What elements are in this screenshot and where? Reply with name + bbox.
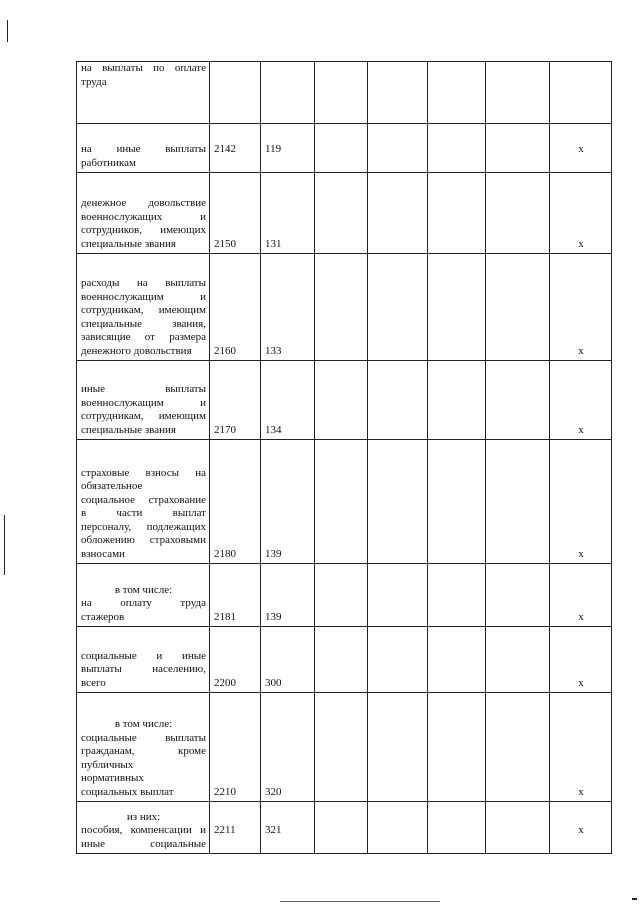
empty-cell xyxy=(315,254,368,361)
scan-edge-mark xyxy=(4,515,5,575)
empty-cell xyxy=(486,361,550,440)
row-name: иные выплаты военнослужащим и сотрудникам, имеющим специальные звания xyxy=(77,361,210,440)
empty-cell xyxy=(486,627,550,693)
empty-cell xyxy=(486,564,550,627)
row-mark: х xyxy=(550,564,612,627)
empty-cell xyxy=(315,564,368,627)
empty-cell xyxy=(486,124,550,173)
row-mark xyxy=(550,62,612,124)
row-kosgu: 119 xyxy=(261,124,315,173)
empty-cell xyxy=(315,124,368,173)
scan-bottom-line xyxy=(280,901,440,902)
row-kosgu: 321 xyxy=(261,802,315,854)
empty-cell xyxy=(368,564,428,627)
empty-cell xyxy=(315,62,368,124)
row-kosgu: 320 xyxy=(261,693,315,802)
empty-cell xyxy=(315,173,368,254)
row-kosgu: 134 xyxy=(261,361,315,440)
empty-cell xyxy=(315,802,368,854)
empty-cell xyxy=(315,361,368,440)
row-code: 2210 xyxy=(210,693,261,802)
expenditure-table xyxy=(76,61,612,854)
empty-cell xyxy=(368,440,428,564)
empty-cell xyxy=(486,173,550,254)
empty-cell xyxy=(368,254,428,361)
row-kosgu: 131 xyxy=(261,173,315,254)
empty-cell xyxy=(315,693,368,802)
empty-cell xyxy=(368,173,428,254)
row-code: 2211 xyxy=(210,802,261,854)
empty-cell xyxy=(428,693,486,802)
empty-cell xyxy=(486,693,550,802)
row-kosgu: 300 xyxy=(261,627,315,693)
table-row xyxy=(77,361,612,440)
row-code xyxy=(210,62,261,124)
empty-cell xyxy=(368,62,428,124)
row-name: из них: пособия, компенсации и иные социальные xyxy=(77,802,210,854)
row-code: 2160 xyxy=(210,254,261,361)
row-mark: х xyxy=(550,627,612,693)
row-mark: х xyxy=(550,173,612,254)
empty-cell xyxy=(428,361,486,440)
table-row xyxy=(77,802,612,854)
table-row xyxy=(77,124,612,173)
empty-cell xyxy=(486,802,550,854)
table-row xyxy=(77,440,612,564)
row-mark: х xyxy=(550,440,612,564)
empty-cell xyxy=(315,627,368,693)
row-mark: х xyxy=(550,254,612,361)
row-name: денежное довольствие военнослужащих и сотрудников, имеющих специальные звания xyxy=(77,173,210,254)
empty-cell xyxy=(428,62,486,124)
empty-cell xyxy=(486,254,550,361)
empty-cell xyxy=(428,802,486,854)
table-row xyxy=(77,627,612,693)
row-mark: х xyxy=(550,124,612,173)
empty-cell xyxy=(368,693,428,802)
row-code: 2180 xyxy=(210,440,261,564)
table-row xyxy=(77,693,612,802)
empty-cell xyxy=(428,627,486,693)
empty-cell xyxy=(428,124,486,173)
row-name: социальные и иные выплаты населению, всего xyxy=(77,627,210,693)
row-kosgu: 139 xyxy=(261,564,315,627)
empty-cell xyxy=(368,361,428,440)
row-kosgu: 133 xyxy=(261,254,315,361)
row-name: страховые взносы на обязательное социальное страхование в части выплат персоналу, подлежащих обложению страховыми взносами xyxy=(77,440,210,564)
row-mark: х xyxy=(550,693,612,802)
row-kosgu xyxy=(261,62,315,124)
empty-cell xyxy=(368,802,428,854)
table-row xyxy=(77,62,612,124)
row-code: 2181 xyxy=(210,564,261,627)
empty-cell xyxy=(315,440,368,564)
empty-cell xyxy=(428,254,486,361)
row-mark: х xyxy=(550,802,612,854)
row-code: 2142 xyxy=(210,124,261,173)
row-code: 2170 xyxy=(210,361,261,440)
row-name: на иные выплаты работникам xyxy=(77,124,210,173)
scan-corner-mark xyxy=(632,898,637,900)
table-row xyxy=(77,254,612,361)
row-code: 2150 xyxy=(210,173,261,254)
row-kosgu: 139 xyxy=(261,440,315,564)
scan-edge-mark xyxy=(7,20,8,42)
row-name: на выплаты по оплате труда xyxy=(77,62,210,124)
empty-cell xyxy=(428,440,486,564)
empty-cell xyxy=(486,62,550,124)
empty-cell xyxy=(428,173,486,254)
row-code: 2200 xyxy=(210,627,261,693)
empty-cell xyxy=(428,564,486,627)
row-name: в том числе: социальные выплаты гражданам, кроме публичных нормативных социальных выплат xyxy=(77,693,210,802)
empty-cell xyxy=(368,627,428,693)
empty-cell xyxy=(368,124,428,173)
table-row xyxy=(77,564,612,627)
row-name: в том числе: на оплату труда стажеров xyxy=(77,564,210,627)
row-mark: х xyxy=(550,361,612,440)
table-row xyxy=(77,173,612,254)
empty-cell xyxy=(486,440,550,564)
row-name: расходы на выплаты военнослужащим и сотрудникам, имеющим специальные звания, зависящие от размера денежного довольствия xyxy=(77,254,210,361)
